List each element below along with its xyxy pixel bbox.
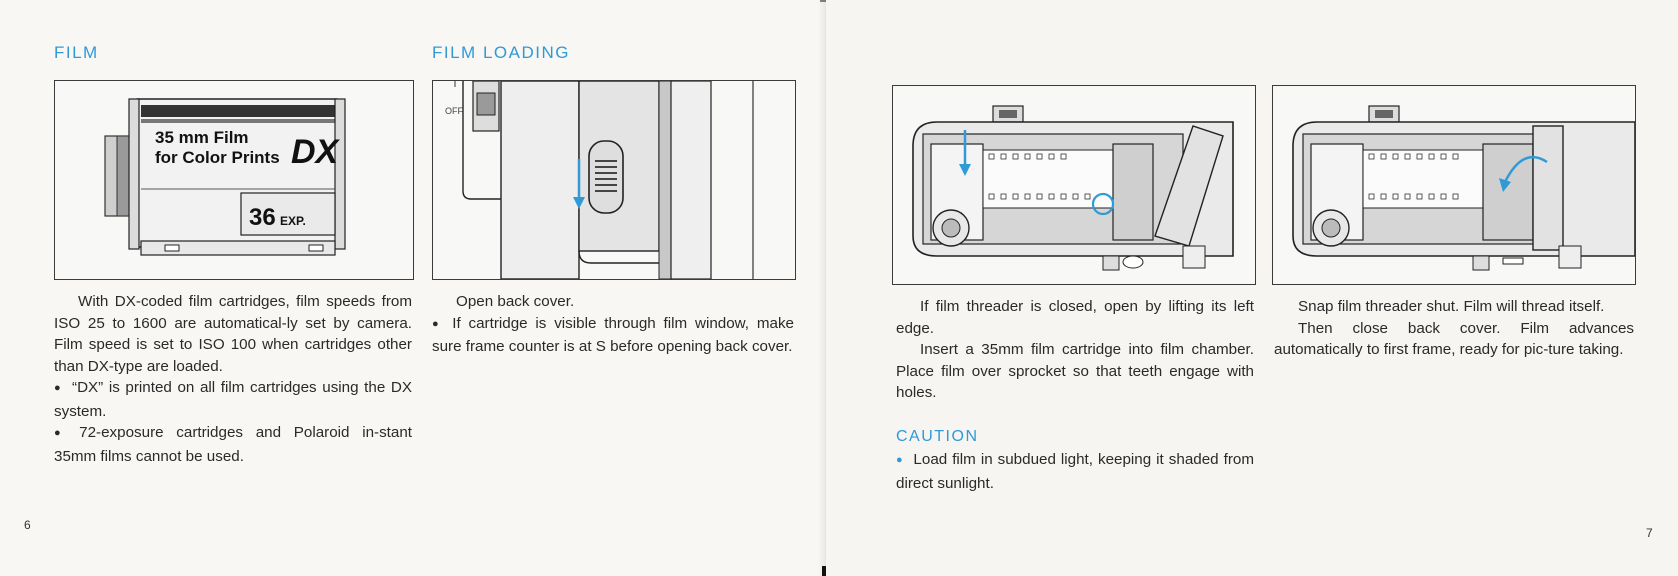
film-cartridge-drawing (55, 81, 413, 279)
film-insertion-illustration (892, 85, 1256, 285)
threader-paragraph-2: Insert a 35mm film cartridge into film chamber. Place film over sprocket so that teeth engage with holes. (896, 341, 1254, 401)
film-paragraph: With DX-coded film cartridges, film speeds from ISO 25 to 1600 are automatical-ly set by camera. Film speed is set to ISO 100 when cartridges other than DX-type are loaded. (54, 293, 412, 375)
film-threader-drawing (1273, 86, 1635, 284)
exposure-unit: EXP. (280, 214, 306, 228)
film-bullet-exposure: ● 72-exposure cartridges and Polaroid in-stant 35mm films cannot be used. (54, 422, 412, 467)
off-label: OFF (445, 106, 463, 116)
film-heading: FILM (54, 43, 99, 62)
film-loading-bullet: ● If cartridge is visible through film window, make sure frame counter is at S before opening back cover. (432, 313, 794, 358)
caution-text-block (896, 449, 1254, 494)
film-bullet-dx: ● “DX” is printed on all film cartridges using the DX system. (54, 377, 412, 422)
film-loading-heading: FILM LOADING (432, 43, 570, 62)
film-cartridge-illustration (54, 80, 414, 280)
exposure-count: 36 (249, 204, 276, 231)
caution-heading: CAUTION (896, 428, 979, 445)
close-cover-paragraph-2: Then close back cover. Film advances automatically to first frame, ready for pic-ture taking. (1274, 319, 1634, 358)
close-cover-text-block (1274, 296, 1634, 361)
caution-text: ● Load film in subdued light, keeping it shaded from direct sunlight. (896, 449, 1254, 494)
left-page (0, 0, 826, 576)
threader-paragraph-1: If film threader is closed, open by lifting its left edge. (896, 298, 1254, 337)
cartridge-label-line2: for Color Prints (155, 148, 280, 167)
film-insertion-drawing (893, 86, 1255, 284)
film-loading-text-block (432, 291, 794, 358)
film-threader-illustration (1272, 85, 1636, 285)
right-page (826, 0, 1678, 576)
page-number-right: 7 (1646, 526, 1653, 540)
film-loading-paragraph: Open back cover. (456, 293, 575, 310)
camera-side-drawing (433, 81, 795, 279)
page-number-left: 6 (24, 518, 31, 532)
threader-text-block (896, 296, 1254, 404)
camera-side-illustration (432, 80, 796, 280)
cartridge-label-line1: 35 mm Film (155, 128, 249, 147)
dx-logo: DX (291, 133, 339, 171)
close-cover-paragraph-1: Snap film threader shut. Film will thread itself. (1298, 298, 1605, 315)
film-text-block (54, 291, 412, 467)
